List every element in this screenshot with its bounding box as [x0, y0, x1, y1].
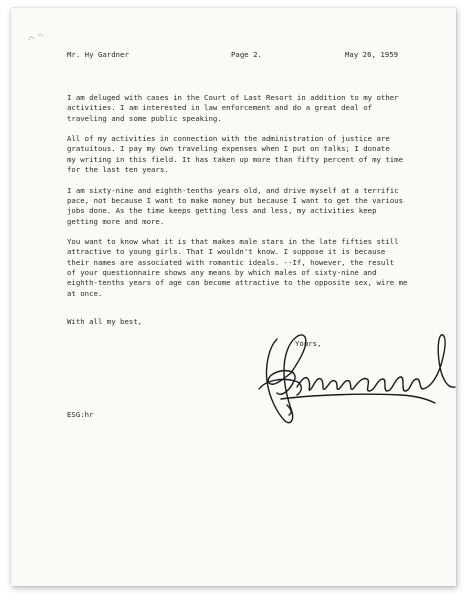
- paragraph-4: [67, 237, 447, 299]
- text-line: activities. I am interested in law enforcement and do a great deal of: [67, 103, 373, 113]
- reference-initials: ESG:hr: [67, 410, 94, 419]
- paragraph-2: [67, 134, 447, 175]
- sig-stroke-tail: [423, 335, 455, 389]
- text-line: gratuitous. I pay my own traveling expenses when I put on talks; I donate: [67, 144, 390, 154]
- text-line: for the last ten years.: [67, 165, 169, 175]
- text-line: You want to know what it is that makes male stars in the late fifties still: [67, 237, 399, 247]
- text-line: of your questionnaire shows any means by which males of sixty-nine and: [67, 268, 377, 278]
- text-line: pace, not because I want to make money but because I want to get the various: [67, 195, 404, 205]
- text-line: eighth-tenths years of age can become attractive to the opposite sex, wire me: [67, 278, 408, 288]
- paragraph-3: [67, 186, 447, 227]
- signature-strokes: [259, 335, 455, 423]
- paragraph-1: [67, 93, 447, 124]
- recipient-line: Mr. Hy Gardner: [67, 50, 129, 59]
- text-line: their names are associated with romantic ideals. --If, however, the result: [67, 257, 395, 267]
- text-line: I am sixty-nine and eighth-tenths years old, and drive myself at a terrific: [67, 185, 399, 195]
- text-line: attractive to young girls. That I wouldn't know. I suppose it is because: [67, 247, 386, 257]
- handwritten-signature: [251, 321, 461, 431]
- text-line: my writing in this field. It has taken up more than fifty percent of my time: [67, 154, 404, 164]
- pencil-mark: [27, 30, 53, 44]
- letter-page: [11, 8, 456, 586]
- page-number: Page 2.: [231, 50, 262, 59]
- text-line: All of my activities in connection with the administration of justice are: [67, 134, 390, 144]
- text-line: at once.: [67, 288, 103, 298]
- sig-stroke-middle: [297, 378, 353, 391]
- sig-stroke-surname: [353, 377, 423, 391]
- closing-line: With all my best,: [67, 317, 143, 326]
- text-line: traveling and some public speaking.: [67, 113, 222, 123]
- text-line: jobs done. As the time keeps getting less and less, my activities keep: [67, 206, 377, 216]
- sig-stroke-underline: [281, 394, 435, 403]
- letter-body: [67, 93, 447, 309]
- text-line: getting more and more.: [67, 216, 165, 226]
- text-line: I am deluged with cases in the Court of Last Resort in addition to my other: [67, 93, 399, 102]
- sig-stroke-loop: [268, 371, 295, 395]
- complimentary-close: Yours,: [295, 339, 322, 348]
- letter-date: May 26, 1959: [345, 50, 399, 59]
